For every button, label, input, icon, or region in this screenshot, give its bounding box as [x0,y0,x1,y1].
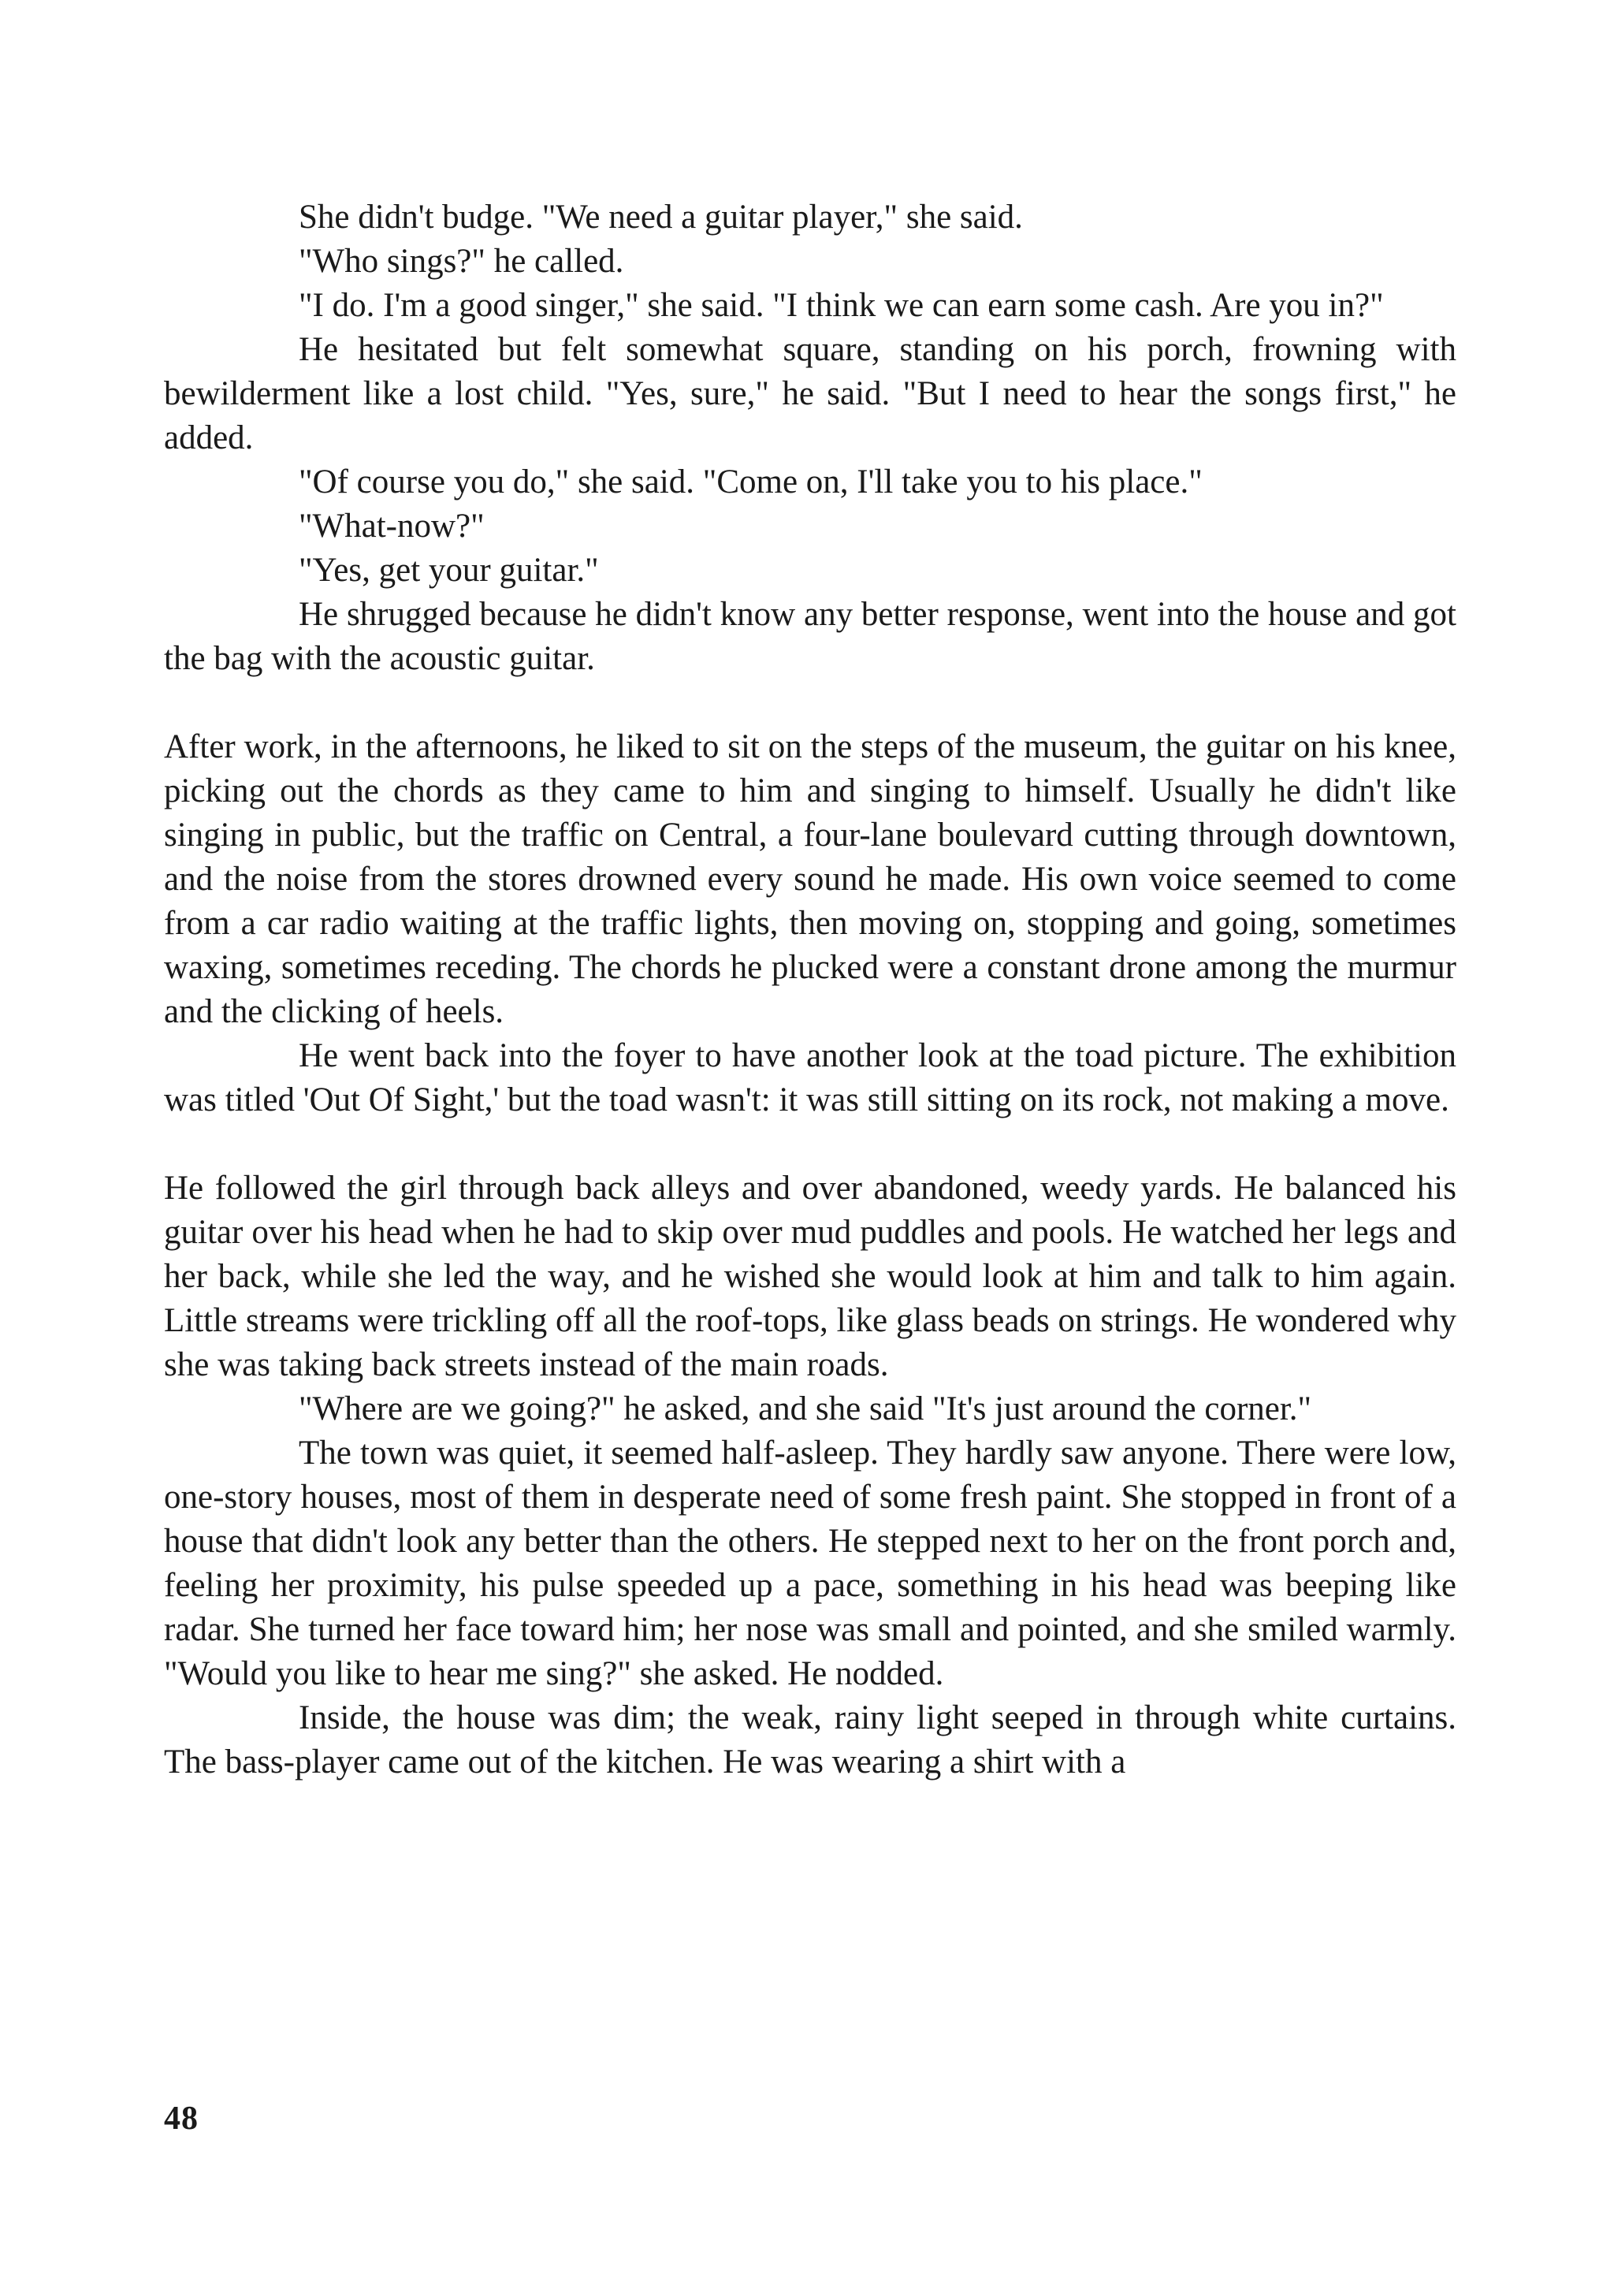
paragraph: He shrugged because he didn't know any better response, went into the house and got the bag with the acoustic guitar. [164,596,1456,677]
paragraph: "Of course you do," she said. "Come on, I'll take you to his place." [299,463,1203,501]
paragraph: She didn't budge. "We need a guitar player," she said. [299,199,1023,236]
paragraph: "Yes, get your guitar." [299,552,599,589]
paragraph: He went back into the foyer to have another look at the toad picture. The exhibition was titled 'Out Of Sight,' but the toad wasn't: it was still sitting on its rock, not making a move. [164,1037,1456,1118]
paragraph: The town was quiet, it seemed half-asleep. They hardly saw anyone. There were low, one-story houses, most of them in desperate need of some fresh paint. She stopped in front of a house that didn't look any better than the others. He stepped next to her on the front porch and, feeling her proximity, his pulse speeded up a pace, something in his head was beeping like radar. She turned her face toward him; her nose was small and pointed, and she smiled warmly. "Would you like to hear me sing?" she asked. He nodded. [164,1435,1456,1692]
paragraph: "What-now?" [299,508,485,545]
paragraph: Inside, the house was dim; the weak, rainy light seeped in through white curtains. The bass-player came out of the kitchen. He was wearing a shirt with a [164,1699,1456,1781]
section-paragraph: He followed the girl through back alleys and over abandoned, weedy yards. He balanced his guitar over his head when he had to skip over mud puddles and pools. He watched her legs and her back, while she led the way, and he wished she would look at him and talk to him again. Little streams were trickling off all the roof-tops, like glass beads on strings. He wondered why she was taking back streets instead of the main roads. [164,1170,1456,1383]
body-text [164,195,1456,1784]
paragraph: He hesitated but felt somewhat square, standing on his porch, frowning with bewilderment like a lost child. "Yes, sure," he said. "But I need to hear the songs first," he added. [164,331,1456,456]
section-paragraph: After work, in the afternoons, he liked to sit on the steps of the museum, the guitar on his knee, picking out the chords as they came to him and singing to himself. Usually he didn't like singing in public, but the traffic on Central, a four-lane boulevard cutting through downtown, and the noise from the stores drowned every sound he made. His own voice seemed to come from a car radio waiting at the traffic lights, then moving on, stopping and going, sometimes waxing, sometimes receding. The chords he plucked were a constant drone among the murmur and the clicking of heels. [164,728,1456,1030]
page-number: 48 [164,2101,199,2137]
paragraph: "Who sings?" he called. [299,243,624,280]
paragraph: "I do. I'm a good singer," she said. "I think we can earn some cash. Are you in?" [299,287,1384,324]
paragraph: "Where are we going?" he asked, and she said "It's just around the corner." [299,1390,1312,1427]
